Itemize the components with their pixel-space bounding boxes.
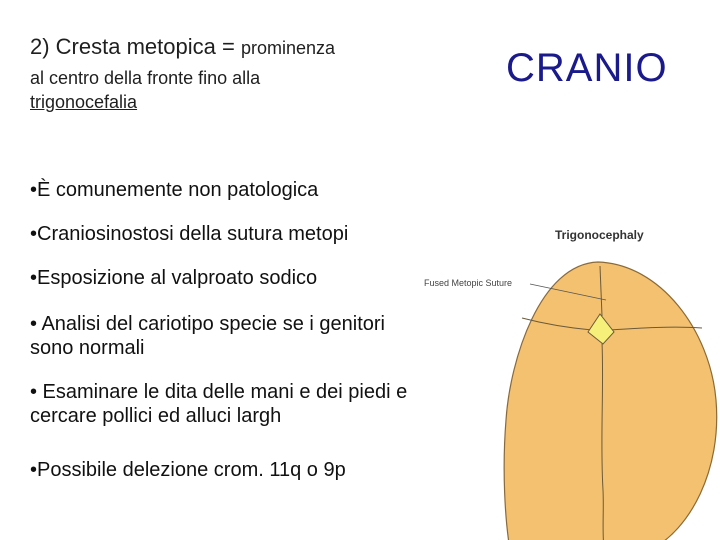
bullet-item: •Esposizione al valproato sodico — [30, 267, 318, 289]
heading-trail: prominenza — [240, 38, 335, 58]
bullet-item: •Craniosinostosi della sutura metopi — [30, 223, 349, 245]
heading-line-2: al centro della fronte fino alla — [30, 68, 261, 88]
slide-heading — [30, 33, 450, 114]
bullet-item: •Possibile delezione crom. 11q o 9p — [30, 459, 346, 481]
bullet-item: • Esaminare le dita delle mani e dei piedi e cercare pollici ed alluci largh — [30, 381, 408, 427]
figure-title: Trigonocephaly — [555, 228, 644, 242]
trigonocephaly-figure — [410, 220, 720, 540]
skull-outline — [504, 262, 717, 540]
heading-lead: 2) Cresta metopica = — [30, 34, 241, 59]
figure-label: Fused Metopic Suture — [424, 278, 513, 288]
heading-link-trigonocefalia[interactable]: trigonocefalia — [30, 92, 138, 112]
bullet-item: •È comunemente non patologica — [30, 179, 319, 201]
skull-illustration — [410, 220, 720, 540]
bullet-item: • Analisi del cariotipo specie se i genitori sono normali — [30, 313, 385, 359]
heading-line-1 — [30, 33, 450, 62]
slide-title: CRANIO — [506, 46, 668, 90]
